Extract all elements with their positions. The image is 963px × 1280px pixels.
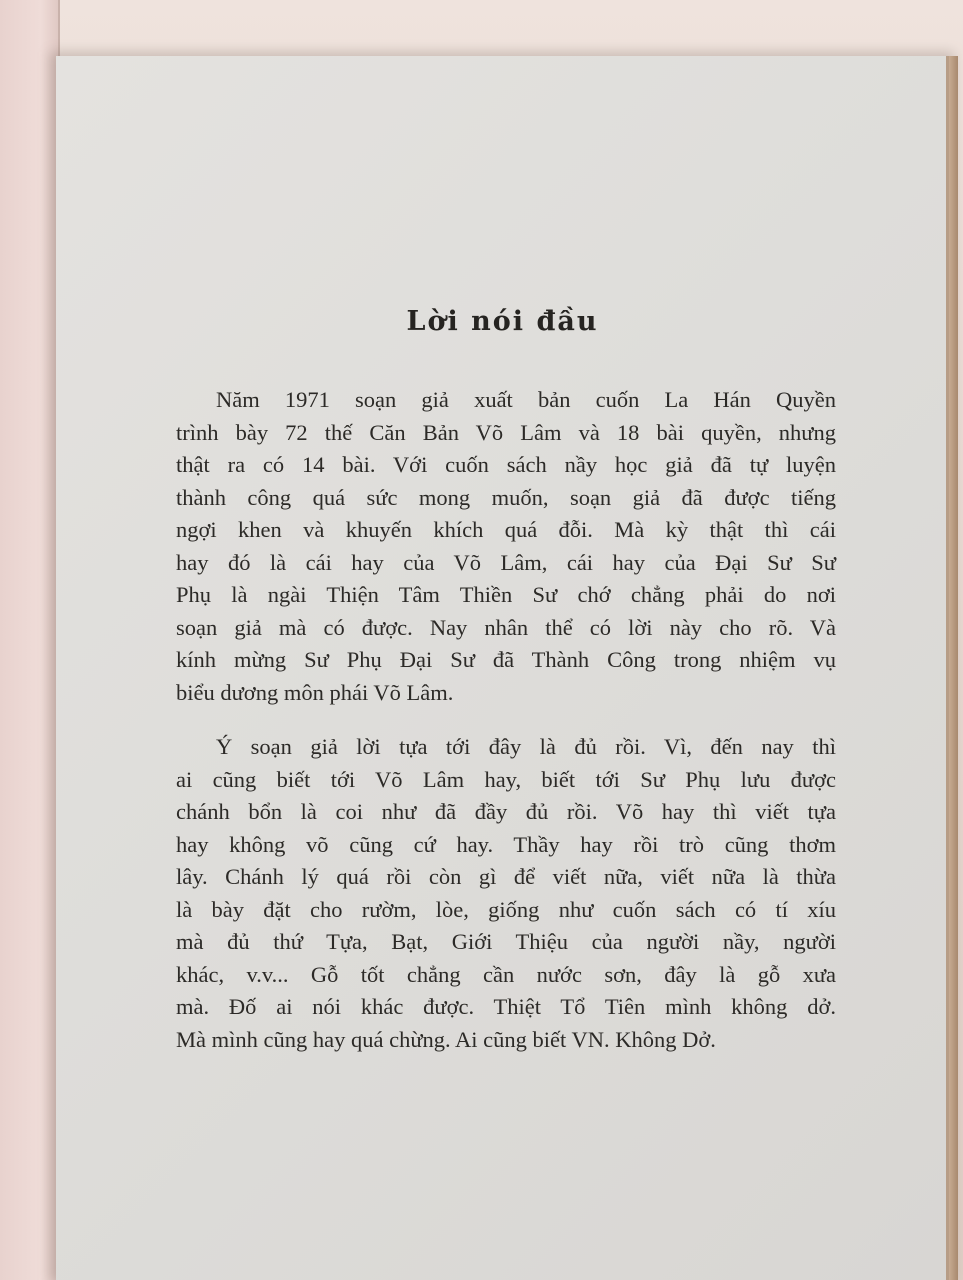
text-line: hay đó là cái hay của Võ Lâm, cái hay của Đại Sư Sư bbox=[176, 549, 836, 575]
text-line: Năm 1971 soạn giả xuất bản cuốn La Hán Quyền bbox=[216, 387, 836, 412]
text-line: hay không võ cũng cứ hay. Thầy hay rồi trò cũng thơm bbox=[176, 831, 836, 857]
text-line: Phụ là ngài Thiện Tâm Thiền Sư chớ chẳng phải do nơi bbox=[176, 582, 836, 607]
text-line: biểu dương môn phái Võ Lâm. bbox=[176, 679, 454, 705]
preface-body bbox=[176, 384, 836, 1056]
paragraph-1 bbox=[176, 384, 836, 709]
text-line: ngợi khen và khuyến khích quá đỗi. Mà kỳ thật thì cái bbox=[176, 517, 836, 542]
text-line: soạn giả mà có được. Nay nhân thể có lời này cho rõ. Và bbox=[176, 614, 836, 640]
text-line: ai cũng biết tới Võ Lâm hay, biết tới Sư Phụ lưu được bbox=[176, 766, 836, 792]
text-line: chánh bổn là coi như đã đầy đủ rồi. Võ hay thì viết tựa bbox=[176, 799, 836, 824]
text-line: mà đủ thứ Tựa, Bạt, Giới Thiệu của người nầy, người bbox=[176, 929, 836, 954]
text-line: là bày đặt cho rườm, lòe, giống như cuốn sách có tí xíu bbox=[176, 896, 836, 922]
text-line: thành công quá sức mong muốn, soạn giả đã được tiếng bbox=[176, 484, 836, 510]
page-title: Lời nói đầu bbox=[406, 306, 599, 337]
paragraph-2 bbox=[176, 731, 836, 1056]
text-line: thật ra có 14 bài. Với cuốn sách nầy học giả đã tự luyện bbox=[176, 452, 836, 477]
text-line: mà. Đố ai nói khác được. Thiệt Tổ Tiên mình không dở. bbox=[176, 994, 836, 1019]
page-stack-edge bbox=[949, 56, 958, 1280]
text-line: kính mừng Sư Phụ Đại Sư đã Thành Công trong nhiệm vụ bbox=[176, 647, 836, 672]
text-line: Mà mình cũng hay quá chừng. Ai cũng biết VN. Không Dở. bbox=[176, 1026, 716, 1052]
text-line: lây. Chánh lý quá rồi còn gì để viết nữa, viết nữa là thừa bbox=[176, 864, 836, 889]
text-line: khác, v.v... Gỗ tốt chẳng cần nước sơn, đây là gỗ xưa bbox=[176, 961, 836, 987]
text-line: trình bày 72 thế Căn Bản Võ Lâm và 18 bài quyền, nhưng bbox=[176, 419, 836, 445]
text-line: Ý soạn giả lời tựa tới đây là đủ rồi. Vì, đến nay thì bbox=[216, 734, 836, 759]
book-page bbox=[56, 56, 949, 1280]
